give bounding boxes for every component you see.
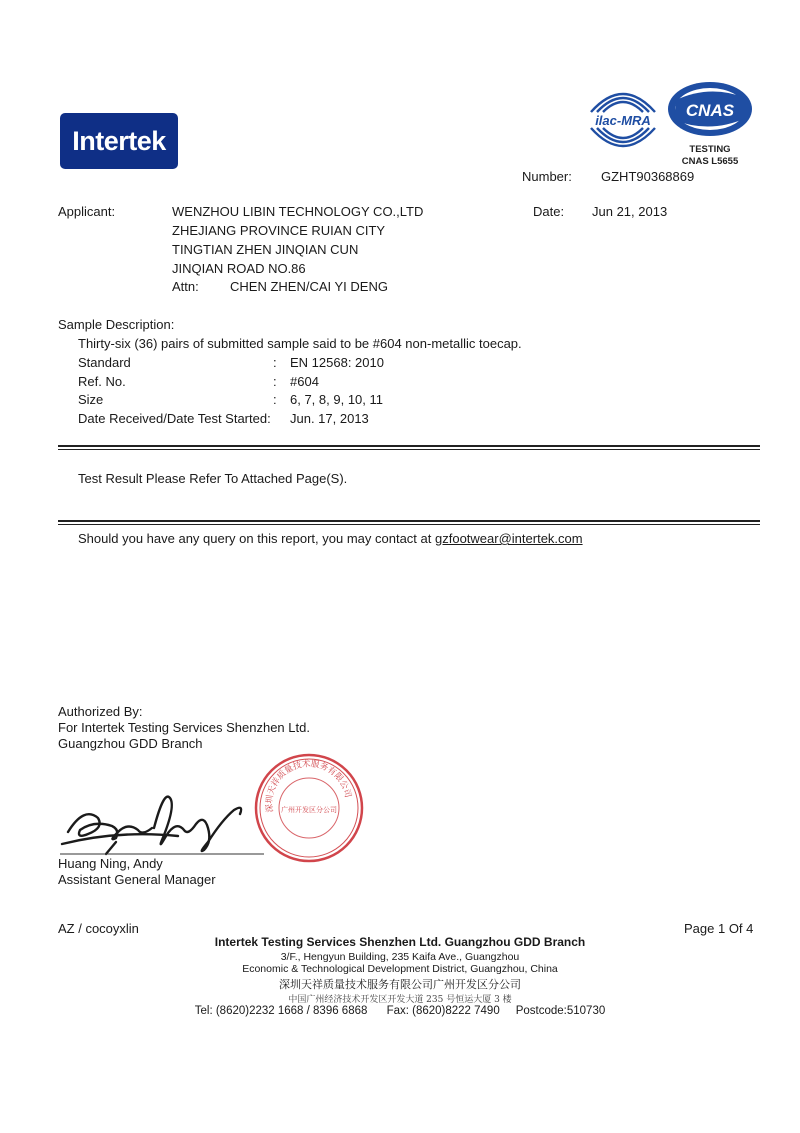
number-label: Number: <box>522 169 572 184</box>
sample-heading: Sample Description: <box>58 317 175 332</box>
footer-chinese-address: 中国广州经济技术开发区开发大道 235 号恒运大厦 3 楼 <box>288 995 512 1005</box>
contact-line <box>78 530 583 548</box>
sample-row-sep: : <box>273 355 277 370</box>
footer-postcode: Postcode:510730 <box>515 1005 606 1017</box>
footer-chinese-name: 深圳天祥质量技术服务有限公司广州开发区分公司 <box>279 978 521 991</box>
section-divider <box>58 445 760 447</box>
footer-address-line: Economic & Technological Development District, Guangzhou, China <box>242 963 558 975</box>
section-divider <box>58 449 760 450</box>
footer-tel: Tel: (8620)2232 1668 / 8396 6868 <box>194 1005 368 1017</box>
seal-text: 深圳天祥质量技术服务有限公司 <box>264 759 353 813</box>
applicant-label: Applicant: <box>58 204 116 219</box>
section-divider <box>58 520 760 522</box>
signature <box>58 784 268 864</box>
sample-summary: Thirty-six (36) pairs of submitted sample said to be #604 non-metallic toecap. <box>78 336 522 351</box>
footer-address-line: 3/F., Hengyun Building, 235 Kaifa Ave., Guangzhou <box>280 951 520 963</box>
sample-row-value: EN 12568: 2010 <box>290 355 384 370</box>
authorized-org: For Intertek Testing Services Shenzhen Ltd. <box>58 720 310 735</box>
signatory-title: Assistant General Manager <box>58 872 216 887</box>
footer-fax: Fax: (8620)8222 7490 <box>386 1005 500 1017</box>
seal-inner-text: 广州开发区分公司 <box>281 806 337 814</box>
sample-row-label: Size <box>78 392 104 407</box>
footer-company: Intertek Testing Services Shenzhen Ltd. Guangzhou GDD Branch <box>214 935 586 949</box>
date-label: Date: <box>533 204 565 219</box>
sample-row-sep: : <box>273 374 277 389</box>
sample-row-value: #604 <box>290 374 319 389</box>
authorized-branch: Guangzhou GDD Branch <box>58 736 203 751</box>
applicant-line: ZHEJIANG PROVINCE RUIAN CITY <box>172 223 386 238</box>
company-seal <box>253 752 365 864</box>
footer-contact-line <box>0 1005 800 1017</box>
sample-row-sep: : <box>273 392 277 407</box>
cnas-number-text: CNAS L5655 <box>681 156 739 167</box>
section-divider <box>58 524 760 525</box>
applicant-line: JINQIAN ROAD NO.86 <box>172 261 306 276</box>
date-value: Jun 21, 2013 <box>592 204 668 219</box>
test-result-text: Test Result Please Refer To Attached Page(S). <box>78 471 348 486</box>
contact-email-link[interactable]: gzfootwear@intertek.com <box>435 531 583 546</box>
authorized-label: Authorized By: <box>58 704 143 719</box>
attn-label: Attn: <box>172 279 199 294</box>
signatory-name: Huang Ning, Andy <box>58 856 163 871</box>
sample-row-label: Date Received/Date Test Started: <box>78 411 271 426</box>
report-number: GZHT90368869 <box>601 169 695 184</box>
sample-row-label: Standard <box>78 355 131 370</box>
sample-row-label: Ref. No. <box>78 374 126 389</box>
page-indicator: Page 1 Of 4 <box>684 921 754 936</box>
contact-text: Should you have any query on this report, you may contact at <box>78 531 435 546</box>
attn-value: CHEN ZHEN/CAI YI DENG <box>230 279 388 294</box>
cnas-text: CNAS <box>685 101 735 120</box>
cnas-testing-text: TESTING <box>689 144 731 155</box>
sample-row-value: Jun. 17, 2013 <box>290 411 369 426</box>
ilac-mra-logo <box>581 78 665 164</box>
cnas-logo <box>662 78 758 170</box>
ilac-text: ilac-MRA <box>595 113 651 128</box>
intertek-logo <box>60 113 178 169</box>
applicant-line: WENZHOU LIBIN TECHNOLOGY CO.,LTD <box>172 204 424 219</box>
footer-reference: AZ / cocoyxlin <box>58 921 139 936</box>
sample-row-value: 6, 7, 8, 9, 10, 11 <box>290 392 383 407</box>
logo-text: Intertek <box>72 125 166 156</box>
applicant-line: TINGTIAN ZHEN JINQIAN CUN <box>172 242 359 257</box>
